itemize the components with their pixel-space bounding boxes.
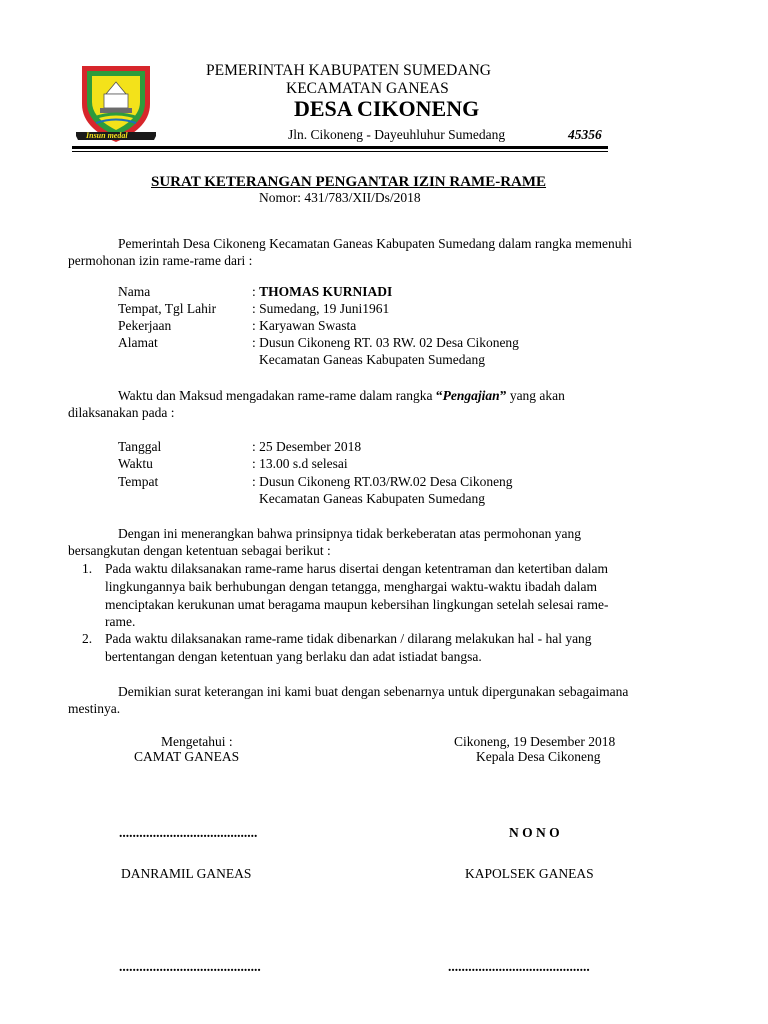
- header-district: KECAMATAN GANEAS: [286, 80, 449, 97]
- identity-address-label: Alamat: [118, 335, 158, 350]
- condition-2-line-2: bertentangan dengan ketentuan yang berlaku dan adat istiadat bangsa.: [105, 649, 482, 664]
- closing-line-2: mestinya.: [68, 701, 121, 716]
- logo-ribbon-text: Insun medal: [86, 131, 128, 140]
- condition-1-line-1: Pada waktu dilaksanakan rame-rame harus disertai dengan ketentraman dan ketertiban dalam: [105, 561, 609, 576]
- schedule-place-label: Tempat: [118, 474, 159, 489]
- condition-1-line-2: lingkungannya baik berhubungan dengan tetangga, menghargai waktu-waktu ibadah dalam: [105, 579, 597, 594]
- identity-birth-label: Tempat, Tgl Lahir: [118, 301, 217, 316]
- village-head-title: Kepala Desa Cikoneng: [476, 749, 601, 764]
- purpose-suffix: yang akan: [506, 388, 565, 403]
- identity-birth-value: : Sumedang, 19 Juni1961: [252, 301, 390, 316]
- purpose-prefix: Waktu dan Maksud mengadakan rame-rame dalam rangka: [118, 388, 436, 403]
- village-head-name: N O N O: [509, 825, 560, 840]
- purpose-quote-open: “: [435, 388, 443, 403]
- condition-2-line-1: Pada waktu dilaksanakan rame-rame tidak dibenarkan / dilarang melakukan hal - hal yang: [105, 631, 592, 646]
- identity-job-label: Pekerjaan: [118, 318, 172, 333]
- closing-line-1: Demikian surat keterangan ini kami buat dengan sebenarnya untuk dipergunakan sebagaimana: [118, 684, 629, 699]
- schedule-date-value: : 25 Desember 2018: [252, 439, 362, 454]
- purpose-quote-close: ”: [499, 388, 507, 403]
- schedule-place-value-1: : Dusun Cikoneng RT.03/RW.02 Desa Cikoneng: [252, 474, 513, 489]
- identity-address-value-1: : Dusun Cikoneng RT. 03 RW. 02 Desa Cikoneng: [252, 335, 519, 350]
- schedule-time-label: Waktu: [118, 456, 153, 471]
- identity-job-value: : Karyawan Swasta: [252, 318, 357, 333]
- identity-name-label: Nama: [118, 284, 151, 299]
- condition-1-number: 1.: [82, 561, 93, 576]
- header-rule-thin: [72, 151, 608, 152]
- identity-name-value: [252, 284, 392, 300]
- camat-title: CAMAT GANEAS: [134, 749, 240, 764]
- header-address: Jln. Cikoneng - Dayeuhluhur Sumedang: [288, 127, 506, 142]
- kapolsek-title: KAPOLSEK GANEAS: [465, 866, 594, 881]
- intro-line-1: Pemerintah Desa Cikoneng Kecamatan Ganeas Kabupaten Sumedang dalam rangka memenuhi: [118, 236, 632, 251]
- letter-title: SURAT KETERANGAN PENGANTAR IZIN RAME-RAME: [151, 174, 547, 190]
- place-date: Cikoneng, 19 Desember 2018: [454, 734, 616, 749]
- purpose-event: Pengajian: [442, 388, 500, 403]
- purpose-line-1: [118, 388, 565, 404]
- statement-line-1: Dengan ini menerangkan bahwa prinsipnya tidak berkeberatan atas permohonan yang: [118, 526, 581, 541]
- camat-signature-line: .........................................: [119, 825, 258, 840]
- purpose-line-2: dilaksanakan pada :: [68, 405, 175, 420]
- schedule-date-label: Tanggal: [118, 439, 162, 454]
- statement-line-2: bersangkutan dengan ketentuan sebagai berikut :: [68, 543, 331, 558]
- letter-number: Nomor: 431/783/XII/Ds/2018: [259, 190, 421, 205]
- condition-1-line-3: menciptakan kerukunan umat beragama maupun kebersihan lingkungan setelah selesai rame-: [105, 597, 609, 612]
- kapolsek-signature-line: ..........................................: [448, 959, 590, 974]
- header-rule-thick: [72, 146, 608, 149]
- identity-name-colon: :: [252, 284, 260, 299]
- danramil-signature-line: ..........................................: [119, 959, 261, 974]
- header-postal-code: 45356: [568, 127, 602, 142]
- acknowledged-label: Mengetahui :: [161, 734, 233, 749]
- danramil-title: DANRAMIL GANEAS: [121, 866, 252, 881]
- condition-1-line-4: rame.: [105, 614, 136, 629]
- intro-line-2: permohonan izin rame-rame dari :: [68, 253, 253, 268]
- schedule-time-value: : 13.00 s.d selesai: [252, 456, 348, 471]
- identity-name: THOMAS KURNIADI: [259, 284, 393, 299]
- identity-address-value-2: Kecamatan Ganeas Kabupaten Sumedang: [259, 352, 486, 367]
- schedule-place-value-2: Kecamatan Ganeas Kabupaten Sumedang: [259, 491, 486, 506]
- condition-2-number: 2.: [82, 631, 93, 646]
- header-village: DESA CIKONENG: [294, 96, 480, 121]
- header-government: PEMERINTAH KABUPATEN SUMEDANG: [206, 62, 491, 79]
